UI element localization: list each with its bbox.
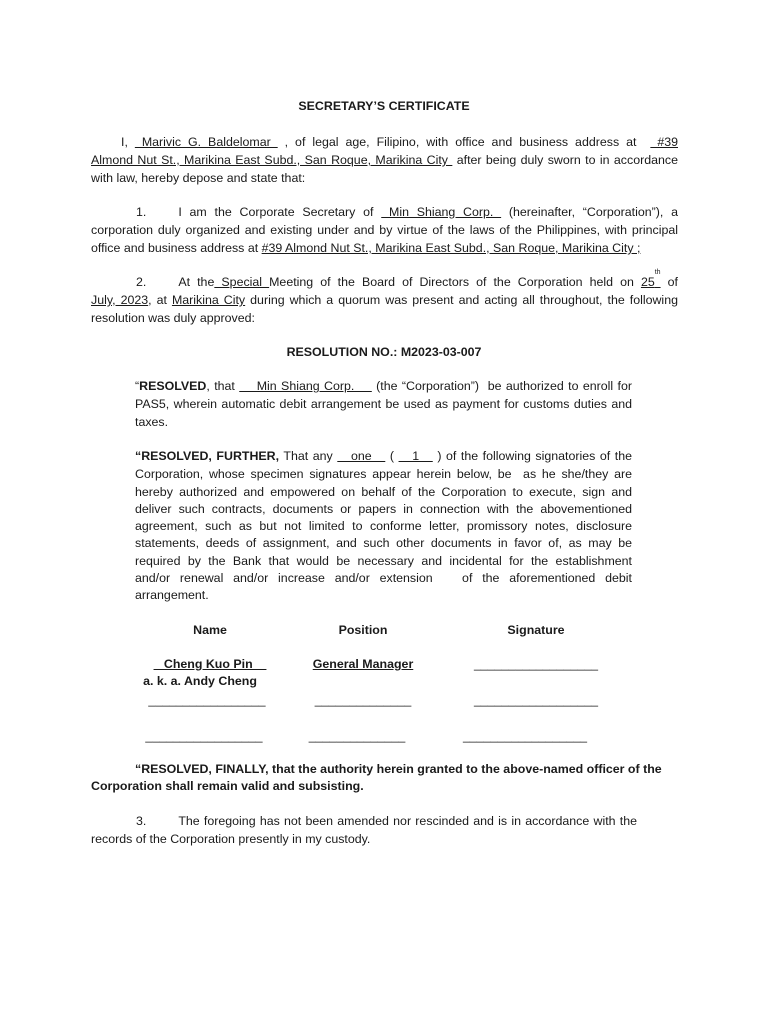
item3-line-1: 3. The foregoing has not been amended nor rescinded and is in accordance with the <box>136 814 637 828</box>
resolved3-line-2: Corporation shall remain valid and subsisting. <box>91 779 364 793</box>
resolved2-line-3: hereby authorized and empowered on behalf of the Corporation to execute, sign and <box>135 485 632 499</box>
intro-line-1: I, Marivic G. Baldelomar , of legal age, Filipino, with office and business address at #39 <box>121 135 678 149</box>
resolved1-line-2: PAS5, wherein automatic debit arrangement be used as payment for customs duties and <box>135 397 632 411</box>
signature-line-2: __________________ <box>473 693 599 707</box>
resolved2-line-8: and/or renewal and/or increase and/or extension of the aforementioned debit <box>135 571 632 585</box>
meeting-place: Marikina City <box>171 293 246 307</box>
item3-line-2: records of the Corporation presently in my custody. <box>91 832 371 846</box>
resolved2-line-1: “RESOLVED, FURTHER, That any one ( 1 ) of the following signatories of the <box>135 449 632 463</box>
signature-line-3: __________________ <box>462 729 588 743</box>
resolved2-line-7: required by the Bank that would be necessary and incidental for the establishment <box>135 554 632 568</box>
item1-line-3: office and business address at #39 Almond Nut St., Marikina East Subd., San Roque, Marikina City ; <box>91 241 641 255</box>
item2-line-1: 2. At the Special Meeting of the Board of Directors of the Corporation held on 25th of <box>136 269 678 289</box>
header-name: Name <box>193 623 227 637</box>
item2-line-2: July, 2023, at Marikina City during which a quorum was present and acting all throughout, the following <box>91 293 678 307</box>
resolved2-line-4: deliver such contracts, documents or papers in connection with the abovementioned <box>135 502 632 516</box>
address-part-1: #39 <box>650 135 678 149</box>
resolved1-line-1: “RESOLVED, that Min Shiang Corp. (the “Corporation”) be authorized to enroll for <box>135 379 632 393</box>
resolved-corporation: Min Shiang Corp. <box>239 379 372 393</box>
principal-address: #39 Almond Nut St., Marikina East Subd., San Roque, Marikina City ; <box>261 241 641 255</box>
header-position: Position <box>338 623 388 637</box>
item1-line-2: corporation duly organized and existing under and by virtue of the laws of the Philippines, with principal <box>91 223 678 237</box>
header-signature: Signature <box>507 623 565 637</box>
resolved3-line-1: “RESOLVED, FINALLY, that the authority herein granted to the above-named officer of the <box>135 762 662 776</box>
document-title: SECRETARY’S CERTIFICATE <box>298 99 470 113</box>
meeting-type: Special <box>214 275 270 289</box>
blank-name-line-2: _________________ <box>148 693 266 707</box>
signatory-aka: a. k. a. Andy Cheng <box>143 674 257 688</box>
resolved2-line-2: Corporation, whose specimen signatures appear herein below, be as he she/they are <box>135 467 632 481</box>
intro-line-3: with law, hereby depose and state that: <box>91 171 306 185</box>
corporation-name: Min Shiang Corp. <box>381 205 502 219</box>
meeting-date: July, 2023 <box>91 293 149 307</box>
meeting-day: 25th <box>640 269 661 289</box>
secretary-name: Marivic G. Baldelomar <box>134 135 278 149</box>
resolution-number: RESOLUTION NO.: M2023-03-007 <box>286 345 482 359</box>
signature-line-1: __________________ <box>473 657 599 671</box>
resolved2-line-5: agreement, such as but not limited to conforme letter, promissory notes, disclosure <box>135 519 632 533</box>
resolved2-line-6: statements, deeds of assignment, and such other documents in favor of, as may be <box>135 536 632 550</box>
blank-name-line-3: _________________ <box>145 729 263 743</box>
resolved2-line-9: arrangement. <box>135 588 209 602</box>
signatory-count-word: one <box>337 449 386 463</box>
item2-line-3: resolution was duly approved: <box>91 311 255 325</box>
intro-line-2: Almond Nut St., Marikina East Subd., San Roque, Marikina City after being duly sworn to in accordance <box>91 153 678 167</box>
resolved1-line-3: taxes. <box>135 415 169 429</box>
blank-position-line-3: ______________ <box>308 729 406 743</box>
signatory-position: General Manager <box>312 657 414 671</box>
address-part-2: Almond Nut St., Marikina East Subd., San Roque, Marikina City <box>91 153 453 167</box>
signatory-name: Cheng Kuo Pin <box>153 657 267 671</box>
blank-position-line-2: ______________ <box>314 693 412 707</box>
item1-line-1: 1. I am the Corporate Secretary of Min Shiang Corp. (hereinafter, “Corporation”), a <box>136 205 678 219</box>
signatory-count-number: 1 <box>398 449 433 463</box>
